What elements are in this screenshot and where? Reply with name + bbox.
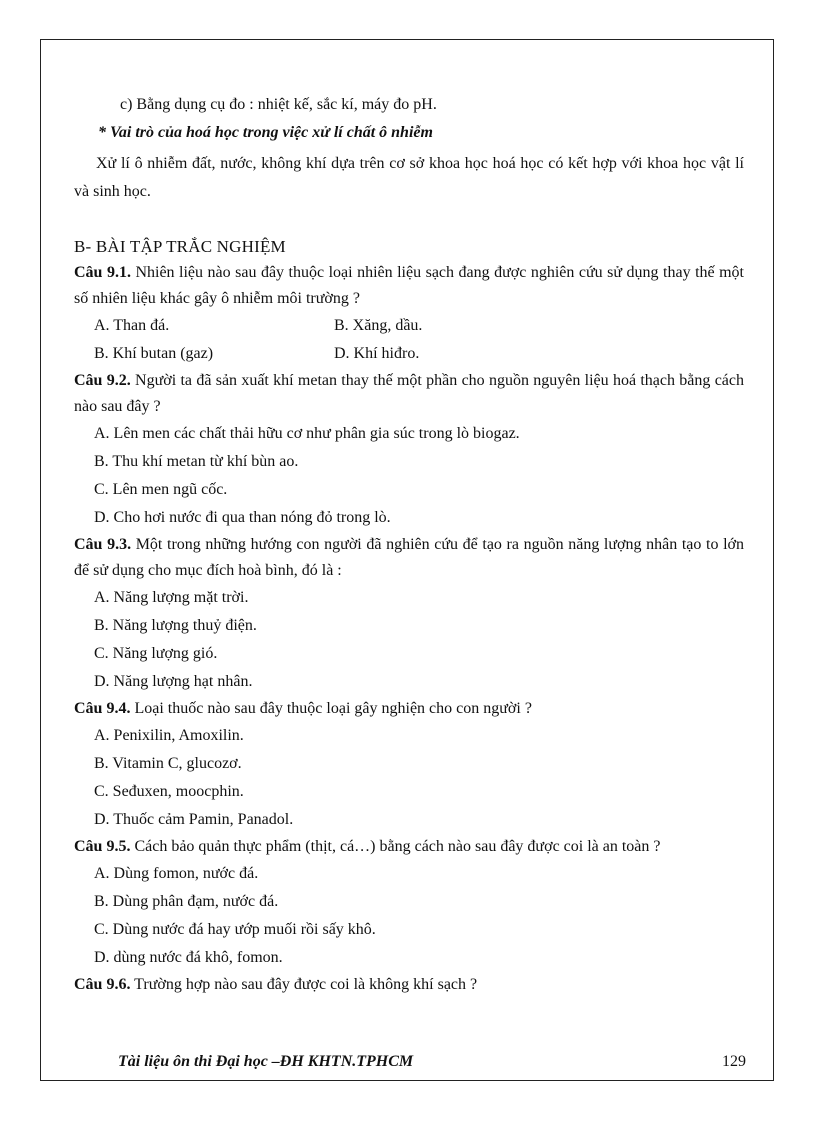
question-9-3 [74,532,744,696]
option-c: B. Khí butan (gaz) [94,345,214,362]
option-b: B. Vitamin C, glucozơ. [94,755,242,772]
option-d: D. Thuốc cảm Pamin, Panadol. [94,811,294,828]
option-c: C. Dùng nước đá hay ướp muối rồi sấy khô. [94,921,376,938]
question-9-1 [74,260,744,368]
option-b: B. Năng lượng thuỷ điện. [94,617,257,634]
option-a: A. Lên men các chất thải hữu cơ như phân gia súc trong lò biogaz. [94,425,520,442]
option-a: A. Năng lượng mặt trời. [94,589,249,606]
option-b: B. Xăng, dầu. [334,317,423,334]
question-9-5 [74,834,744,972]
option-a: A. Dùng fomon, nước đá. [94,865,259,882]
question-text: Trường hợp nào sau đây được coi là không khí sạch ? [130,976,478,993]
option-d: D. Khí hiđro. [334,345,420,362]
option-d: D. Cho hơi nước đi qua than nóng đỏ trong lò. [94,509,391,526]
section-title: B- BÀI TẬP TRẮC NGHIỆM [74,237,286,256]
page-footer [118,1053,746,1071]
question-text: Một trong những hướng con người đã nghiên cứu để tạo ra nguồn năng lượng nhân tạo to lớn để sử dụng cho mục đích hoà bình, đó là : [74,536,745,579]
option-a: A. Penixilin, Amoxilin. [94,727,244,744]
option-a: A. Than đá. [94,317,170,334]
question-9-6 [74,972,744,998]
option-b: B. Thu khí metan từ khí bùn ao. [94,453,299,470]
role-paragraph: Xử lí ô nhiễm đất, nước, không khí dựa trên cơ sở khoa học hoá học có kết hợp với khoa học vật lí và sinh học. [74,155,744,200]
question-number: Câu 9.4. [74,700,131,717]
question-number: Câu 9.1. [74,264,131,281]
option-c: C. Seđuxen, moocphin. [94,783,244,800]
measurement-line: c) Bằng dụng cụ đo : nhiệt kế, sắc kí, máy đo pH. [120,96,437,113]
question-text: Cách bảo quản thực phẩm (thịt, cá…) bằng cách nào sau đây được coi là an toàn ? [130,838,661,855]
question-number: Câu 9.5. [74,838,131,855]
option-d: D. dùng nước đá khô, fomon. [94,949,283,966]
question-number: Câu 9.3. [74,536,132,553]
question-text: Loại thuốc nào sau đây thuộc loại gây nghiện cho con người ? [130,700,532,717]
question-text: Nhiên liệu nào sau đây thuộc loại nhiên liệu sạch đang được nghiên cứu sử dụng thay thế một số nhiên liệu khác gây ô nhiễm môi trường ? [74,264,745,307]
question-number: Câu 9.6. [74,976,131,993]
question-text: Người ta đã sản xuất khí metan thay thế một phần cho nguồn nguyên liệu hoá thạch bằng cách nào sau đây ? [74,372,744,415]
option-d: D. Năng lượng hạt nhân. [94,673,253,690]
option-b: B. Dùng phân đạm, nước đá. [94,893,279,910]
page-number: 129 [722,1053,746,1070]
option-row [74,312,744,340]
question-number: Câu 9.2. [74,372,131,389]
option-row [74,340,744,368]
question-9-2 [74,368,744,532]
footer-title: Tài liệu ôn thi Đại học –ĐH KHTN.TPHCM [118,1053,414,1070]
page-content [74,92,744,998]
question-9-4 [74,696,744,834]
option-c: C. Lên men ngũ cốc. [94,481,228,498]
role-heading: * Vai trò của hoá học trong việc xử lí chất ô nhiễm [98,124,433,141]
option-c: C. Năng lượng gió. [94,645,218,662]
